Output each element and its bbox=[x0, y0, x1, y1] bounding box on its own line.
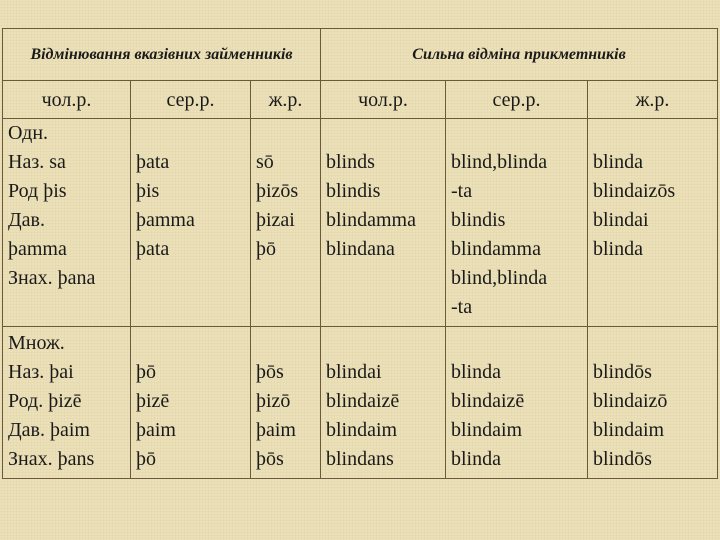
cell-line: þizē bbox=[136, 390, 170, 412]
cell-line: blinda bbox=[451, 361, 501, 383]
cell-line: blindaizōs bbox=[593, 180, 676, 202]
cell-line: Знах. þans bbox=[8, 448, 95, 470]
cell-line: þis bbox=[136, 180, 160, 202]
cell-line: þamma bbox=[8, 238, 67, 260]
cell-line: blindai bbox=[593, 209, 649, 231]
cell-line: þata bbox=[136, 238, 170, 260]
cell-line: sō bbox=[256, 151, 274, 173]
cell-line: blindōs bbox=[593, 361, 652, 383]
cell-line: Род. þizē bbox=[8, 390, 82, 412]
cell-line: blinda bbox=[451, 448, 501, 470]
cell-line: blindana bbox=[326, 238, 395, 260]
cell-line bbox=[451, 329, 585, 358]
gender-masc-pron: чол.р. bbox=[3, 81, 131, 119]
singular-pron-neut bbox=[131, 119, 251, 327]
cell-line: blindai bbox=[326, 361, 382, 383]
cell-line: blindaizē bbox=[326, 390, 400, 412]
cell-line: þamma bbox=[136, 209, 195, 231]
gender-fem-pron: ж.р. bbox=[251, 81, 321, 119]
cell-line: þizai bbox=[256, 209, 295, 231]
cell-line: blindaim bbox=[593, 419, 665, 441]
cell-line: blindaim bbox=[451, 419, 523, 441]
cell-line: blindis bbox=[326, 180, 381, 202]
gender-masc-adj: чол.р. bbox=[321, 81, 446, 119]
cell-line: -ta bbox=[451, 296, 473, 318]
gender-fem-adj: ж.р. bbox=[588, 81, 718, 119]
cell-line bbox=[136, 119, 248, 148]
cell-line: blindis bbox=[451, 209, 506, 231]
declension-table bbox=[2, 28, 718, 479]
gender-row bbox=[3, 81, 718, 119]
cell-line: blinds bbox=[326, 151, 375, 173]
cell-line: Знах. þana bbox=[8, 267, 96, 289]
cell-line: blindamma bbox=[326, 209, 416, 231]
singular-row bbox=[3, 119, 718, 327]
cell-line: Множ. bbox=[8, 332, 65, 354]
cell-line bbox=[326, 329, 443, 358]
singular-adj-neut bbox=[446, 119, 588, 327]
gender-neut-adj: сер.р. bbox=[446, 81, 588, 119]
cell-line: Одн. bbox=[8, 122, 49, 144]
cell-line: þizōs bbox=[256, 180, 299, 202]
cell-line: Наз. þai bbox=[8, 361, 74, 383]
cell-line: þō bbox=[136, 448, 156, 470]
cell-line: blindaizē bbox=[451, 390, 525, 412]
cell-line bbox=[256, 119, 318, 148]
singular-pron-fem bbox=[251, 119, 321, 327]
cell-line: þōs bbox=[256, 361, 284, 383]
gender-neut-pron: сер.р. bbox=[131, 81, 251, 119]
cell-line bbox=[256, 329, 318, 358]
singular-adj-fem bbox=[588, 119, 718, 327]
cell-line: blind,blinda bbox=[451, 151, 548, 173]
plural-pron-neut bbox=[131, 327, 251, 479]
cell-line: Род þis bbox=[8, 180, 67, 202]
cell-line: Дав. bbox=[8, 209, 45, 231]
cell-line: blinda bbox=[593, 151, 643, 173]
plural-row bbox=[3, 327, 718, 479]
cell-line: Наз. sa bbox=[8, 151, 66, 173]
cell-line: blindans bbox=[326, 448, 394, 470]
cell-line: Дав. þaim bbox=[8, 419, 90, 441]
cell-line: blind,blinda bbox=[451, 267, 548, 289]
cell-line: þaim bbox=[136, 419, 176, 441]
cell-line: blindōs bbox=[593, 448, 652, 470]
cell-line: þizō bbox=[256, 390, 291, 412]
cell-line bbox=[593, 329, 715, 358]
plural-pron-masc bbox=[3, 327, 131, 479]
plural-adj-masc bbox=[321, 327, 446, 479]
plural-adj-fem bbox=[588, 327, 718, 479]
cell-line bbox=[593, 119, 715, 148]
cell-line: þō bbox=[256, 238, 276, 260]
cell-line: þō bbox=[136, 361, 156, 383]
cell-line: blindaim bbox=[326, 419, 398, 441]
cell-line: þata bbox=[136, 151, 170, 173]
adjective-declension-header: Сильна відміна прикметників bbox=[321, 29, 718, 81]
cell-line: blindamma bbox=[451, 238, 541, 260]
cell-line: -ta bbox=[451, 180, 473, 202]
singular-adj-masc bbox=[321, 119, 446, 327]
cell-line bbox=[136, 329, 248, 358]
plural-pron-fem bbox=[251, 327, 321, 479]
cell-line: þaim bbox=[256, 419, 296, 441]
singular-pron-masc bbox=[3, 119, 131, 327]
pronoun-declension-header: Відмінювання вказівних займенників bbox=[3, 29, 321, 81]
cell-line bbox=[326, 119, 443, 148]
cell-line: blindaizō bbox=[593, 390, 668, 412]
header-row bbox=[3, 29, 718, 81]
plural-adj-neut bbox=[446, 327, 588, 479]
cell-line: þōs bbox=[256, 448, 284, 470]
cell-line bbox=[451, 119, 585, 148]
cell-line: blinda bbox=[593, 238, 643, 260]
